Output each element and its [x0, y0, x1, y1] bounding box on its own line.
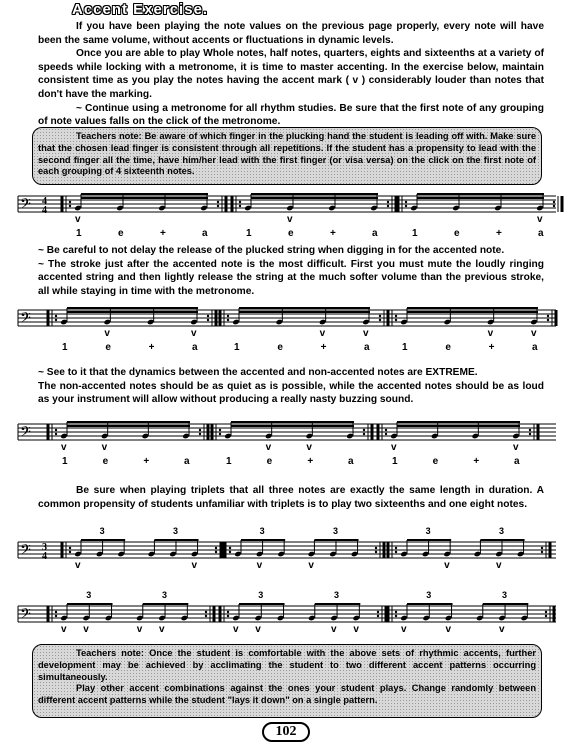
repeat-dot	[55, 319, 57, 321]
repeat-dot	[395, 611, 397, 613]
intro-text	[38, 20, 544, 129]
repeat-dot	[227, 611, 229, 613]
bass-clef-icon: 𝄢	[20, 310, 31, 330]
accent-mark: v	[191, 328, 197, 339]
count-label: +	[473, 456, 480, 467]
mid-text-1	[38, 244, 544, 298]
repeat-dot	[387, 201, 389, 203]
bass-clef-icon: 𝄢	[20, 424, 31, 444]
repeat-dot	[205, 615, 207, 617]
time-signature-top: 4	[42, 196, 47, 207]
beam	[154, 539, 198, 541]
beam	[143, 603, 189, 605]
repeat-dot	[379, 315, 381, 317]
repeat-dot	[219, 433, 221, 435]
repeat-dot	[229, 547, 231, 549]
beam	[417, 197, 544, 199]
count-label: +	[496, 228, 502, 239]
repeat-dot	[405, 201, 407, 203]
beam	[231, 421, 354, 423]
beam	[239, 311, 370, 313]
repeat-dot	[405, 205, 407, 207]
staff-exercise-3	[0, 420, 580, 474]
accent-mark: v	[319, 328, 326, 339]
repeat-dot	[363, 433, 365, 435]
beam	[67, 425, 190, 427]
staff-triplets-1	[0, 520, 580, 572]
count-label: e	[288, 228, 294, 239]
accent-mark: v	[104, 328, 110, 339]
repeat-dot	[69, 205, 71, 207]
count-label: 1	[62, 342, 68, 353]
beam	[407, 311, 538, 313]
repeat-dot	[217, 205, 219, 207]
repeat-dot	[199, 433, 201, 435]
repeat-dot	[375, 547, 377, 549]
measure	[388, 590, 554, 635]
time-signature-bottom: 4	[42, 205, 47, 216]
repeat-dot	[69, 547, 71, 549]
page-title: Accent Exercise.	[72, 1, 209, 18]
repeat-dot	[395, 319, 397, 321]
count-label: +	[320, 342, 327, 353]
accent-mark: v	[445, 624, 452, 635]
repeat-dot	[55, 615, 57, 617]
triplet-text: Be sure when playing triplets that all three notes are exactly the same length in duration. A common propensity of students unfamiliar with triplets is to play two sixteenths and one eight notes.	[38, 485, 544, 510]
count-label: 1	[234, 342, 240, 353]
beam	[67, 307, 198, 309]
triplet-number: 3	[334, 590, 340, 600]
repeat-dot	[395, 615, 397, 617]
accent-mark: v	[255, 624, 261, 635]
accent-mark: v	[75, 560, 81, 571]
page-number: 102	[262, 722, 310, 742]
count-label: +	[143, 456, 150, 467]
repeat-dot	[217, 201, 219, 203]
count-label: a	[532, 342, 538, 353]
repeat-dot	[529, 429, 531, 431]
triplet-number: 3	[99, 526, 105, 536]
beam	[67, 603, 113, 605]
count-label: a	[192, 342, 198, 353]
beam	[417, 193, 544, 195]
repeat-dot	[545, 611, 547, 613]
repeat-dot	[395, 551, 397, 553]
triplet-number: 3	[259, 526, 265, 536]
measure	[48, 590, 214, 635]
count-label: a	[364, 342, 370, 353]
accent-mark: v	[191, 560, 198, 571]
count-label: 1	[226, 456, 232, 467]
beam	[480, 539, 524, 541]
repeat-dot	[385, 429, 387, 431]
repeat-dot	[379, 319, 381, 321]
count-label: a	[514, 456, 520, 467]
count-label: a	[372, 228, 378, 239]
accent-mark: v	[401, 624, 407, 635]
count-label: 1	[392, 456, 398, 467]
beam	[241, 539, 285, 541]
mid-text-1-line-2: ~ The stroke just after the accented note is the most difficult. First you must mute the loudly ringing accented string and then lightly release the string at the much softer volume than the previous stroke, all while staying in time with the metronome.	[38, 258, 544, 297]
measure	[220, 590, 386, 635]
repeat-dot	[239, 205, 241, 207]
repeat-dot	[55, 433, 57, 435]
beam	[483, 603, 529, 605]
intro-paragraph-1: If you have been playing the note values on the previous page properly, every note will have been the same volume, without accents or fluctuations in dynamic levels.	[38, 21, 544, 46]
repeat-dot	[215, 551, 217, 553]
repeat-dot	[395, 315, 397, 317]
bass-clef-icon: 𝄢	[20, 542, 31, 562]
accent-mark: v	[499, 624, 505, 635]
count-label: e	[432, 456, 439, 467]
count-label: +	[330, 228, 336, 239]
count-label: a	[202, 228, 208, 239]
accent-mark: v	[265, 442, 272, 453]
count-label: e	[105, 342, 111, 353]
repeat-dot	[219, 429, 221, 431]
beam	[407, 603, 453, 605]
teachers-note-box-2	[32, 644, 542, 718]
beam	[315, 603, 361, 605]
triplet-number: 3	[425, 526, 431, 536]
teachers-note-box-1	[32, 127, 542, 185]
triplet-number: 3	[162, 590, 168, 600]
accent-mark: v	[444, 560, 450, 571]
count-label: +	[148, 342, 155, 353]
beam	[239, 603, 285, 605]
time-signature-bottom: 4	[42, 551, 47, 562]
accent-mark: v	[306, 442, 312, 453]
accent-mark: v	[136, 624, 143, 635]
measure	[62, 526, 224, 571]
accent-mark: v	[495, 560, 502, 571]
count-label: e	[277, 342, 283, 353]
intro-paragraph-2: Once you are able to play Whole notes, half notes, quarters, eights and sixteenths at a variety of speeds while locking with a metronome, it is time to master accenting. In the exercise below, maintain consistent time as you play the notes having the accent mark ( v ) considerably louder than notes that don't have the marking.	[38, 48, 544, 100]
staff-exercise-2	[0, 306, 580, 360]
beam	[251, 197, 378, 199]
count-label: 1	[62, 456, 68, 467]
triplet-number: 3	[332, 526, 338, 536]
accent-mark: v	[331, 624, 337, 635]
measure	[388, 526, 550, 571]
count-label: e	[118, 228, 124, 239]
accent-mark: v	[159, 624, 165, 635]
beam	[231, 425, 354, 427]
repeat-dot	[205, 611, 207, 613]
accent-mark: v	[83, 624, 89, 635]
count-label: +	[160, 228, 166, 239]
beam	[67, 421, 190, 423]
repeat-dot	[69, 201, 71, 203]
accent-mark: v	[353, 624, 359, 635]
repeat-dot	[207, 315, 209, 317]
accent-mark: v	[391, 442, 397, 453]
accent-mark: v	[233, 624, 239, 635]
count-label: 1	[402, 342, 408, 353]
repeat-dot	[385, 433, 387, 435]
repeat-dot	[207, 319, 209, 321]
bass-clef-icon: 𝄢	[20, 196, 31, 216]
repeat-dot	[239, 201, 241, 203]
teachers-note-2-paragraph-1: Teachers note: Once the student is comfortable with the above sets of rhythmic accents, further development may be achieved by acclimating the student to two different accent patterns occurring simultaneously.	[38, 648, 536, 682]
repeat-dot	[227, 615, 229, 617]
repeat-dot	[553, 201, 555, 203]
accent-mark: v	[308, 560, 314, 571]
repeat-dot	[375, 551, 377, 553]
repeat-dot	[377, 611, 379, 613]
staff-exercise-1	[0, 192, 580, 244]
count-label: a	[348, 456, 354, 467]
repeat-dot	[69, 551, 71, 553]
repeat-dot	[227, 319, 229, 321]
triplet-number: 3	[426, 590, 432, 600]
mid-text-2-line-2: The non-accented notes should be as quiet as is possible, while the accented notes should be as loud as your instrument will allow without producing a really nasty buzzing sound.	[38, 380, 544, 406]
time-signature-top: 3	[42, 542, 47, 553]
accent-mark: v	[61, 442, 67, 453]
repeat-dot	[55, 429, 57, 431]
count-label: e	[102, 456, 109, 467]
accent-mark: v	[61, 624, 67, 635]
triplet-number: 3	[86, 590, 92, 600]
repeat-dot	[227, 315, 229, 317]
repeat-dot	[55, 611, 57, 613]
accent-mark: v	[363, 328, 369, 339]
teachers-note-2-paragraph-2: Play other accent combinations against the ones your student plays. Change randomly between different accent patterns while the student "lays it down" on a single pattern.	[38, 683, 536, 706]
beam	[67, 311, 198, 313]
repeat-dot	[553, 205, 555, 207]
mid-text-1-line-1: ~ Be careful to not delay the release of the plucked string when digging in for the accented note.	[38, 245, 505, 256]
repeat-dot	[387, 205, 389, 207]
count-label: +	[307, 456, 314, 467]
count-label: 1	[412, 228, 418, 239]
beam	[397, 425, 520, 427]
repeat-dot	[529, 433, 531, 435]
count-label: a	[538, 228, 544, 239]
accent-mark: v	[75, 214, 81, 225]
repeat-dot	[541, 547, 543, 549]
accent-mark: v	[487, 328, 494, 339]
mid-text-2-line-1: ~ See to it that the dynamics between the accented and non-accented notes are EXTREME.	[38, 367, 478, 378]
accent-mark: v	[287, 214, 293, 225]
intro-paragraph-3: ~ Continue using a metronome for all rhythm studies. Be sure that the first note of any grouping of note values falls on the click of the metronome.	[38, 102, 544, 128]
accent-mark: v	[256, 560, 263, 571]
accent-mark: v	[513, 442, 519, 453]
beam	[314, 539, 358, 541]
repeat-dot	[541, 551, 543, 553]
accent-mark: v	[537, 214, 543, 225]
repeat-dot	[229, 551, 231, 553]
measure	[222, 526, 384, 571]
repeat-dot	[545, 615, 547, 617]
count-label: e	[454, 228, 460, 239]
triplet-number: 3	[172, 526, 178, 536]
count-label: 1	[76, 228, 82, 239]
count-label: e	[445, 342, 451, 353]
repeat-dot	[215, 547, 217, 549]
repeat-dot	[377, 615, 379, 617]
repeat-dot	[363, 429, 365, 431]
beam	[407, 539, 451, 541]
beam	[397, 421, 520, 423]
count-label: 1	[246, 228, 252, 239]
repeat-dot	[55, 315, 57, 317]
count-label: +	[488, 342, 495, 353]
repeat-dot	[199, 429, 201, 431]
staff-triplets-2	[0, 584, 580, 636]
mid-text-2	[38, 366, 544, 407]
teachers-note-1-text: Teachers note: Be aware of which finger in the plucking hand the student is leading off with. Make sure that the chosen lead finger is consistent through all repetitions. If the student has a propensity to lead with the second finger all the time, have him/her lead with the first finger (or visa versa) on the click on the first note of each grouping of 4 sixteenth notes.	[38, 131, 536, 177]
beam	[81, 539, 125, 541]
bass-clef-icon: 𝄢	[20, 606, 31, 626]
beam	[81, 193, 208, 195]
beam	[407, 307, 538, 309]
beam	[239, 307, 370, 309]
repeat-dot	[395, 547, 397, 549]
count-label: a	[184, 456, 190, 467]
beam	[81, 197, 208, 199]
accent-mark: v	[531, 328, 537, 339]
triplet-number: 3	[498, 526, 504, 536]
repeat-dot	[547, 315, 549, 317]
accent-mark: v	[101, 442, 108, 453]
count-label: e	[266, 456, 273, 467]
triplet-number: 3	[502, 590, 508, 600]
beam	[251, 193, 378, 195]
repeat-dot	[547, 319, 549, 321]
triplet-number: 3	[258, 590, 264, 600]
